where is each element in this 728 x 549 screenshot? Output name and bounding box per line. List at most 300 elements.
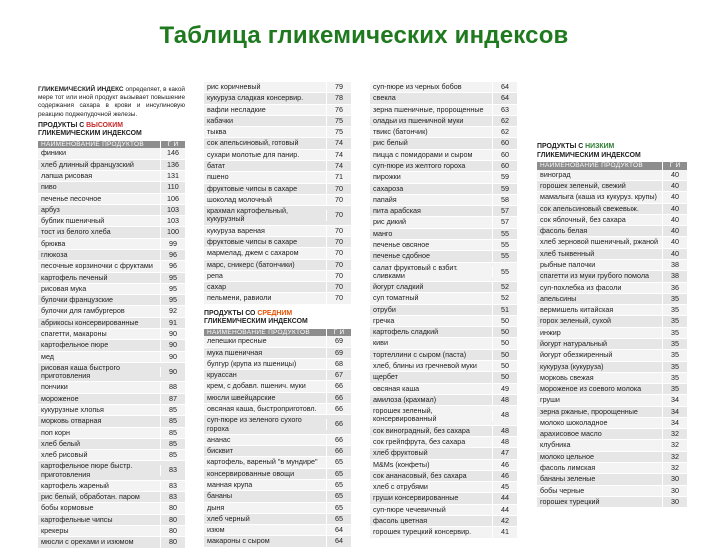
product-name: арахисовое масло	[540, 429, 602, 439]
table-row	[537, 181, 687, 192]
gi-value: 30	[662, 474, 687, 484]
table-row	[370, 82, 517, 93]
product-name: сок виноградный, без сахара	[373, 425, 470, 435]
table-row	[38, 450, 185, 461]
gi-value: 64	[326, 536, 351, 546]
gi-value: 85	[160, 439, 185, 449]
product-name: мороженое из соевого молока	[540, 384, 642, 394]
table-row	[537, 395, 687, 406]
table-row	[370, 505, 517, 516]
table-row	[370, 93, 517, 104]
gi-value: 83	[160, 481, 185, 491]
table-row	[204, 195, 351, 206]
table-row	[38, 239, 185, 250]
gi-value: 32	[662, 429, 687, 439]
product-name: рис коричневый	[207, 82, 261, 91]
table-row	[38, 148, 185, 159]
product-name: финики	[41, 148, 67, 158]
gi-value: 51	[492, 305, 517, 315]
table-row	[204, 514, 351, 525]
gi-value: 65	[326, 469, 351, 479]
product-name: фасоль белая	[540, 226, 588, 236]
section-keyword: НИЗКИМ	[585, 143, 615, 150]
gi-value: 80	[160, 526, 185, 536]
gi-value: 40	[662, 237, 687, 247]
product-name: картофельное пюре быстр. приготовления	[41, 461, 133, 479]
product-name: бисквит	[207, 446, 233, 456]
table-row	[204, 138, 351, 149]
gi-value: 59	[492, 172, 517, 182]
gi-value: 52	[492, 282, 517, 292]
product-name: сок апельсиновый, готовый	[207, 138, 299, 148]
product-name: груши консервированные	[373, 493, 459, 503]
product-name: молоко цельное	[540, 451, 594, 461]
table-row	[204, 150, 351, 161]
table-row	[370, 161, 517, 172]
table-medium	[204, 336, 351, 547]
gi-value: 55	[492, 229, 517, 239]
product-name: зерна ржаные, пророщенные	[540, 406, 638, 416]
product-name: хлеб зерновой пшеничный, ржаной	[540, 237, 659, 247]
table-row	[38, 537, 185, 548]
section-keyword: ВЫСОКИМ	[86, 121, 123, 129]
table-row	[204, 172, 351, 183]
product-name: булочки французские	[41, 295, 113, 305]
gi-value: 58	[492, 195, 517, 205]
product-name: сок апельсиновый свежевыж.	[540, 203, 639, 213]
gi-value: 74	[326, 138, 351, 148]
gi-value: 38	[662, 271, 687, 281]
gi-value: 74	[326, 150, 351, 160]
table-high	[38, 148, 185, 548]
gi-value: 48	[492, 395, 517, 405]
product-name: хлеб тыквенный	[540, 248, 595, 258]
table-row	[370, 316, 517, 327]
product-name: горох зеленый, сухой	[540, 316, 611, 326]
gi-value: 30	[662, 486, 687, 496]
product-name: сок грейпфрута, без сахара	[373, 437, 466, 446]
product-name: пшено	[207, 172, 229, 182]
table-row	[370, 105, 517, 116]
section-medium-title	[204, 310, 351, 327]
table-row	[204, 503, 351, 514]
gi-value: 66	[326, 381, 351, 391]
product-name: консервированные овощи	[207, 468, 295, 478]
gi-value: 90	[160, 329, 185, 339]
table-row	[537, 328, 687, 339]
table-row	[537, 260, 687, 271]
table-row	[537, 215, 687, 226]
table-row	[38, 428, 185, 439]
gi-value: 70	[326, 282, 351, 292]
product-name: лапша рисовая	[41, 171, 93, 181]
product-name: киви	[373, 338, 388, 348]
gi-value: 146	[160, 148, 185, 158]
gi-value: 90	[160, 367, 185, 377]
gi-value: 69	[326, 336, 351, 346]
table-row	[370, 516, 517, 527]
product-name: суп-пюре из черных бобов	[373, 82, 462, 91]
gi-value: 30	[662, 497, 687, 507]
gi-value: 62	[492, 127, 517, 137]
gi-value: 32	[662, 463, 687, 473]
product-name: суп-пюре чечевичный	[373, 504, 446, 514]
table-row	[38, 382, 185, 393]
product-name: марс, сникерс (батончики)	[207, 259, 295, 269]
gi-value: 60	[492, 138, 517, 148]
table-row	[537, 249, 687, 260]
product-name: картофельное пюре	[41, 340, 109, 350]
product-name: фруктовые чипсы в сахаре	[207, 236, 298, 246]
section-low-title	[537, 143, 687, 160]
gi-value: 65	[326, 480, 351, 490]
gi-value: 70	[326, 271, 351, 281]
product-name: овсяная каша	[373, 383, 420, 393]
gi-value: 52	[492, 293, 517, 303]
product-name: изюм	[207, 525, 225, 535]
product-name: клубника	[540, 440, 571, 450]
product-name: кабачки	[207, 115, 233, 125]
table-row	[370, 184, 517, 195]
product-name: картофель печеный	[41, 272, 108, 282]
product-name: суп-похлебка из фасоли	[540, 282, 622, 292]
table-row	[204, 226, 351, 237]
product-name: кукуруза сладкая консервир.	[207, 93, 304, 103]
product-name: песочные корзиночки с фруктами	[41, 261, 153, 271]
gi-value: 85	[160, 428, 185, 438]
product-name: манная крупа	[207, 480, 253, 489]
gi-value: 88	[160, 382, 185, 392]
gi-value: 131	[160, 171, 185, 181]
column-high	[38, 86, 185, 549]
product-name: булочки для гамбургеров	[41, 306, 125, 316]
gi-value: 40	[662, 170, 687, 180]
table-row	[537, 429, 687, 440]
product-name: тост из белого хлеба	[41, 227, 111, 237]
table-row	[38, 329, 185, 340]
table-medium-continued	[370, 82, 517, 539]
product-name: мюсли швейцарские	[207, 392, 276, 402]
gi-value: 95	[160, 273, 185, 283]
product-name: абрикосы консервированные	[41, 317, 139, 327]
product-name: хлеб с отрубями	[373, 482, 428, 492]
product-name: кукуруза (кукуруза)	[540, 361, 604, 371]
product-name: сок ананасовый, без сахара	[373, 470, 467, 480]
product-name: пиво	[41, 182, 57, 192]
product-name: свекла	[373, 93, 396, 103]
table-row	[537, 170, 687, 181]
table-row	[38, 227, 185, 238]
product-name: бананы зеленые	[540, 474, 596, 484]
product-name: тортеллини с сыром (паста)	[373, 349, 467, 359]
product-name: горошек зеленый, свежий	[540, 181, 626, 190]
gi-value: 80	[160, 503, 185, 513]
product-name: щербет	[373, 372, 398, 382]
product-name: суп-пюре из желтого гороха	[373, 160, 466, 170]
gi-value: 35	[662, 384, 687, 394]
table-row	[537, 305, 687, 316]
product-name: крахмал картофельный, кукурузный	[207, 206, 288, 224]
product-name: мед	[41, 351, 54, 361]
product-name: батат	[207, 160, 226, 170]
product-name: булгур (крупа из пшеницы)	[207, 358, 297, 368]
header-name: НАИМЕНОВАНИЕ ПРОДУКТОВ	[540, 162, 644, 170]
table-row	[38, 194, 185, 205]
product-name: хлеб белый	[41, 438, 80, 448]
gi-value: 50	[492, 338, 517, 348]
table-row	[204, 116, 351, 127]
product-name: вафли несладкие	[207, 104, 266, 114]
gi-value: 41	[492, 527, 517, 537]
table-row	[370, 150, 517, 161]
product-name: ананас	[207, 434, 231, 444]
gi-value: 38	[662, 260, 687, 270]
gi-value: 70	[326, 210, 351, 220]
table-high-continued	[204, 82, 351, 305]
product-name: морковь отварная	[41, 416, 102, 426]
product-name: печенье песочное	[41, 193, 102, 203]
table-row	[38, 273, 185, 284]
gi-value: 50	[492, 372, 517, 382]
table-row	[537, 407, 687, 418]
gi-value: 95	[160, 284, 185, 294]
gi-value: 35	[662, 328, 687, 338]
gi-value: 64	[326, 525, 351, 535]
product-name: пирожки	[373, 172, 401, 182]
gi-value: 46	[492, 471, 517, 481]
gi-value: 96	[160, 261, 185, 271]
table-row	[204, 435, 351, 446]
table-row	[204, 457, 351, 468]
product-name: салат фруктовый с взбит. сливками	[373, 262, 458, 280]
table-row	[537, 440, 687, 451]
product-name: йогурт натуральный	[540, 338, 608, 348]
column-medium	[370, 82, 517, 539]
gi-value: 35	[662, 362, 687, 372]
table-row	[537, 283, 687, 294]
product-name: мармелад, джем с сахаром	[207, 248, 299, 258]
product-name: кукурузные хлопья	[41, 404, 104, 414]
product-name: йогурт обезжиренный	[540, 350, 613, 360]
product-name: твикс (батончик)	[373, 127, 428, 137]
table-row	[204, 393, 351, 404]
gi-value: 66	[326, 446, 351, 456]
page-title: Таблица гликемических индексов	[159, 22, 569, 49]
table-row	[370, 527, 517, 538]
gi-value: 76	[326, 105, 351, 115]
gi-value: 63	[492, 105, 517, 115]
section-suffix: ГЛИКЕМИЧЕСКИМ ИНДЕКСОМ	[204, 318, 308, 326]
table-row	[537, 294, 687, 305]
table-row	[370, 229, 517, 240]
product-name: хлеб фруктовый	[373, 448, 428, 458]
table-row	[38, 492, 185, 503]
header-name: НАИМЕНОВАНИЕ ПРОДУКТОВ	[41, 141, 145, 148]
product-name: мука пшеничная	[207, 347, 263, 357]
table-row	[204, 359, 351, 370]
product-name: мамалыга (каша из кукуруз. крупы)	[540, 192, 657, 202]
gi-value: 70	[326, 293, 351, 303]
gi-value: 35	[662, 294, 687, 304]
table-row	[370, 138, 517, 149]
gi-value: 91	[160, 318, 185, 328]
gi-value: 40	[662, 192, 687, 202]
product-name: крем, с добавл. пшенич. муки	[207, 381, 306, 391]
table-row	[204, 184, 351, 195]
table-row	[204, 336, 351, 347]
gi-value: 66	[326, 404, 351, 414]
gi-value: 32	[662, 452, 687, 462]
product-name: репа	[207, 270, 223, 280]
table-row	[537, 418, 687, 429]
product-name: гречка	[373, 315, 395, 325]
product-name: бобы кормовые	[41, 503, 94, 513]
table-row	[370, 448, 517, 459]
table-row	[204, 348, 351, 359]
table-row	[537, 463, 687, 474]
product-name: фасоль лимская	[540, 463, 596, 473]
product-name: пицца с помидорами и сыром	[373, 149, 473, 159]
gi-value: 55	[492, 267, 517, 277]
gi-value: 40	[662, 204, 687, 214]
gi-value: 57	[492, 217, 517, 227]
gi-value: 34	[662, 418, 687, 428]
table-row	[38, 340, 185, 351]
table-header	[537, 162, 687, 169]
intro-text	[38, 86, 185, 119]
table-row	[204, 370, 351, 381]
table-row	[204, 293, 351, 304]
table-row	[537, 339, 687, 350]
table-row	[537, 486, 687, 497]
gi-value: 65	[326, 457, 351, 467]
product-name: фруктовые чипсы в сахаре	[207, 183, 298, 193]
table-row	[204, 480, 351, 491]
table-row	[370, 372, 517, 383]
gi-value: 44	[492, 505, 517, 515]
gi-value: 48	[492, 437, 517, 447]
gi-value: 36	[662, 283, 687, 293]
product-name: сок яблочный, без сахара	[540, 214, 626, 224]
gi-value: 70	[326, 184, 351, 194]
gi-value: 90	[160, 352, 185, 362]
product-name: крекеры	[41, 526, 69, 536]
gi-value: 50	[492, 361, 517, 371]
gi-value: 90	[160, 340, 185, 350]
section-keyword: СРЕДНИМ	[257, 309, 293, 317]
gi-value: 80	[160, 515, 185, 525]
gi-value: 83	[160, 465, 185, 475]
product-name: папайя	[373, 194, 397, 204]
product-name: спагетти, макароны	[41, 328, 107, 338]
table-header	[38, 141, 185, 148]
product-name: горошек турецкий консервир.	[373, 527, 472, 537]
gi-value: 70	[326, 195, 351, 205]
gi-value: 35	[662, 316, 687, 326]
product-name: горошек зеленый, консервированный	[373, 406, 437, 424]
gi-value: 45	[492, 482, 517, 492]
gi-value: 80	[160, 537, 185, 547]
gi-value: 50	[492, 350, 517, 360]
product-name: молоко шоколадное	[540, 417, 608, 427]
product-name: картофель сладкий	[373, 327, 439, 337]
table-row	[38, 503, 185, 514]
header-gi: Г И	[662, 162, 687, 169]
table-low	[537, 170, 687, 508]
header-name: НАИМЕНОВАНИЕ ПРОДУКТОВ	[207, 328, 311, 336]
table-row	[38, 439, 185, 450]
table-row	[38, 515, 185, 526]
product-name: сахар	[207, 282, 227, 292]
product-name: хлеб, блины из гречневой муки	[373, 361, 477, 371]
table-row	[38, 261, 185, 272]
table-row	[537, 384, 687, 395]
gi-value: 60	[492, 161, 517, 171]
section-high-title	[38, 122, 185, 139]
table-row	[204, 206, 351, 226]
table-row	[204, 248, 351, 259]
gi-value: 68	[326, 359, 351, 369]
table-row	[204, 282, 351, 293]
table-row	[38, 461, 185, 481]
product-name: вермишель китайская	[540, 305, 614, 315]
table-row	[204, 105, 351, 116]
table-row	[370, 305, 517, 316]
table-row	[370, 350, 517, 361]
product-name: хлеб черный	[207, 513, 250, 523]
gi-value: 34	[662, 395, 687, 405]
gi-value: 75	[326, 127, 351, 137]
gi-value: 40	[662, 226, 687, 236]
product-name: кукуруза вареная	[207, 225, 265, 235]
table-row	[370, 116, 517, 127]
gi-value: 34	[662, 407, 687, 417]
table-row	[204, 446, 351, 457]
table-row	[38, 481, 185, 492]
gi-value: 40	[662, 249, 687, 259]
product-name: рис белый, обработан. паром	[41, 492, 140, 502]
product-name: картофельные чипсы	[41, 514, 113, 524]
table-row	[370, 127, 517, 138]
table-row	[537, 316, 687, 327]
table-row	[370, 437, 517, 448]
product-name: апельсины	[540, 293, 577, 303]
product-name: печенье сдобное	[373, 251, 430, 261]
table-row	[204, 82, 351, 93]
product-name: манго	[373, 228, 393, 238]
product-name: овсяная каша, быстроприготовл.	[207, 404, 317, 414]
product-name: шоколад молочный	[207, 194, 272, 204]
gi-value: 50	[492, 327, 517, 337]
gi-value: 66	[326, 435, 351, 445]
gi-value: 70	[326, 226, 351, 236]
table-row	[537, 497, 687, 508]
gi-value: 35	[662, 339, 687, 349]
product-name: суп томатный	[373, 293, 419, 303]
product-name: хлеб рисовый	[41, 450, 88, 460]
product-name: поп корн	[41, 427, 70, 437]
table-row	[370, 327, 517, 338]
table-row	[370, 384, 517, 395]
gi-value: 32	[662, 440, 687, 450]
product-name: рис белый	[373, 138, 408, 148]
product-name: бублик пшеничный	[41, 216, 105, 226]
gi-value: 48	[492, 410, 517, 420]
product-name: морковь свежая	[540, 372, 594, 382]
table-row	[204, 127, 351, 138]
gi-value: 70	[326, 237, 351, 247]
table-row	[537, 271, 687, 282]
